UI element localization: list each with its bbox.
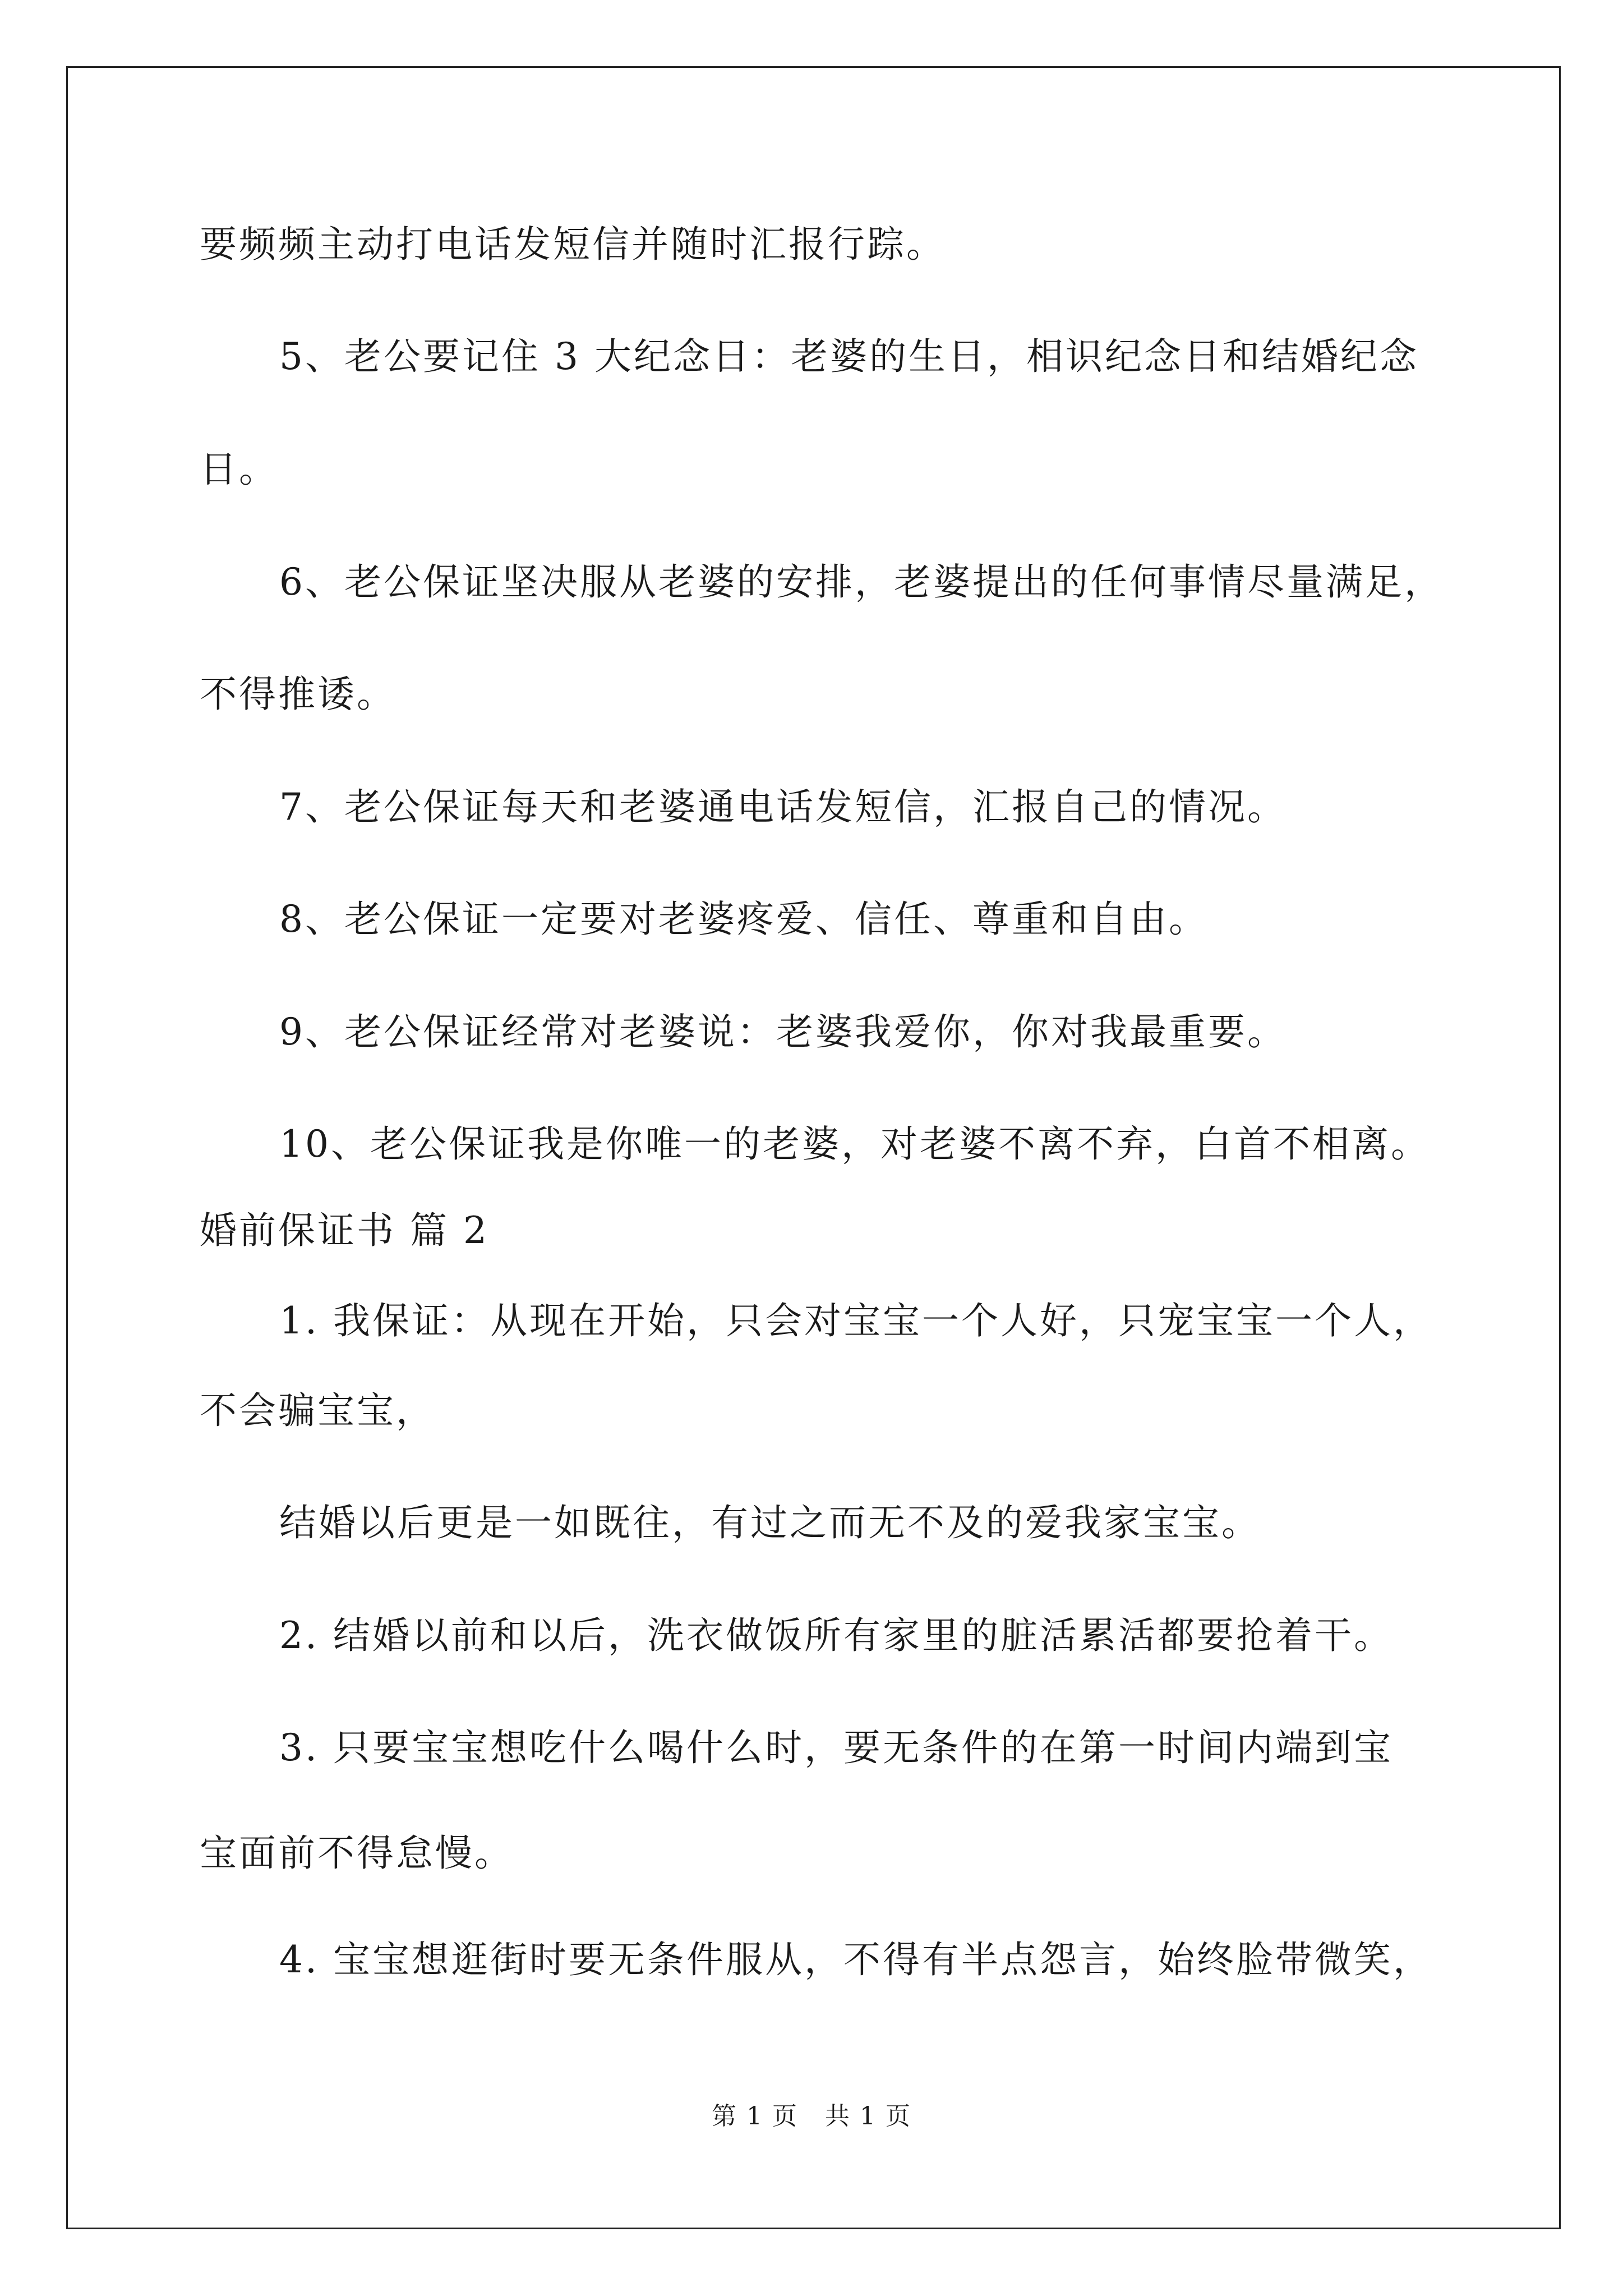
text-line: 日。 — [200, 448, 278, 491]
text-line: 要频频主动打电话发短信并随时汇报行踪。 — [200, 223, 946, 266]
text-line: 4. 宝宝想逛街时要无条件服从，不得有半点怨言，始终脸带微笑， — [279, 1938, 1432, 1981]
page-number: 第 1 页 — [712, 2102, 798, 2131]
text-line: 3. 只要宝宝想吃什么喝什么时，要无条件的在第一时间内端到宝 — [279, 1726, 1393, 1769]
text-line: 宝面前不得怠慢。 — [200, 1832, 514, 1875]
text-line: 不会骗宝宝， — [200, 1389, 435, 1432]
text-line: 1. 我保证：从现在开始，只会对宝宝一个人好，只宠宝宝一个人， — [279, 1299, 1432, 1342]
text-line: 8、老公保证一定要对老婆疼爱、信任、尊重和自由。 — [279, 898, 1208, 941]
text-line: 5、老公要记住 3 大纪念日：老婆的生日，相识纪念日和结婚纪念 — [279, 335, 1419, 378]
section-heading: 婚前保证书 篇 2 — [200, 1209, 489, 1252]
page-footer — [0, 2101, 1623, 2132]
page-count: 共 1 页 — [825, 2102, 911, 2131]
text-line: 结婚以后更是一如既往，有过之而无不及的爱我家宝宝。 — [279, 1501, 1261, 1544]
text-line: 6、老公保证坚决服从老婆的安排，老婆提出的任何事情尽量满足， — [279, 560, 1444, 604]
text-line: 7、老公保证每天和老婆通电话发短信，汇报自己的情况。 — [279, 785, 1287, 829]
text-line: 9、老公保证经常对老婆说：老婆我爱你，你对我最重要。 — [279, 1010, 1287, 1053]
text-line: 10、老公保证我是你唯一的老婆，对老婆不离不弃，白首不相离。 — [279, 1122, 1430, 1166]
text-line: 2. 结婚以前和以后，洗衣做饭所有家里的脏活累活都要抢着干。 — [279, 1614, 1393, 1657]
text-line: 不得推诿。 — [200, 673, 396, 716]
